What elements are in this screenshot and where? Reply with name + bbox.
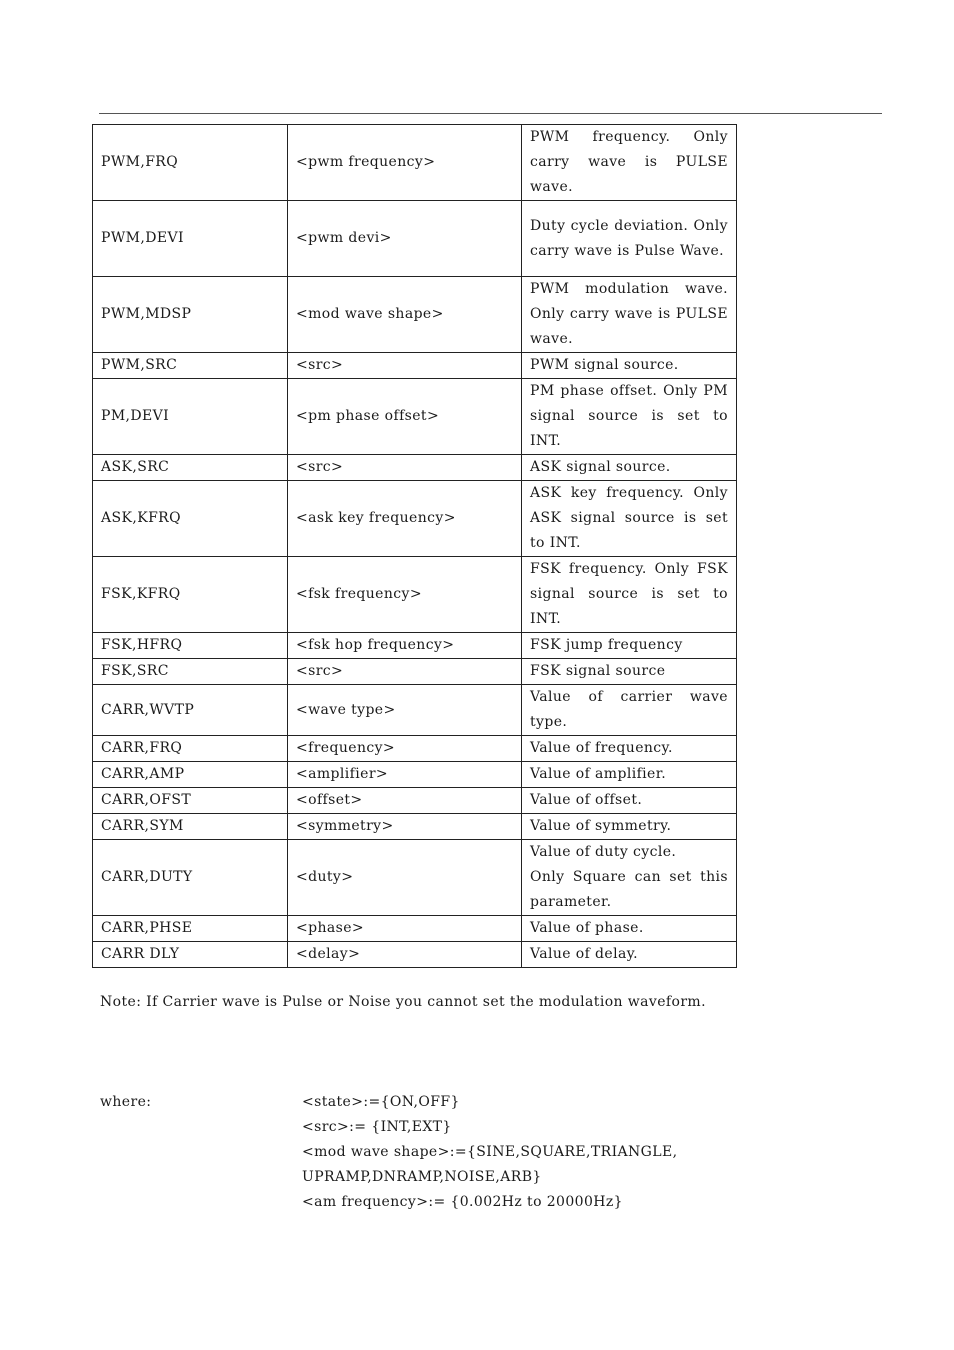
command-name: PWM,FRQ — [93, 125, 288, 201]
command-param: <pwm devi> — [288, 201, 522, 277]
command-desc: ASK signal source. — [522, 455, 737, 481]
table-row — [93, 379, 737, 455]
command-desc: PWM modulation wave. Only carry wave is PULSE wave. — [522, 277, 737, 353]
command-desc-line1: Value of duty cycle. — [530, 844, 677, 860]
command-desc: Value of symmetry. — [522, 814, 737, 840]
command-param: <src> — [288, 455, 522, 481]
command-name: FSK,SRC — [93, 659, 288, 685]
definition-line: <state>:={ON,OFF} — [302, 1094, 460, 1110]
table-row — [93, 685, 737, 736]
command-desc: Value of offset. — [522, 788, 737, 814]
command-param: <pwm frequency> — [288, 125, 522, 201]
command-name: PM,DEVI — [93, 379, 288, 455]
command-name: CARR,FRQ — [93, 736, 288, 762]
command-name: FSK,HFRQ — [93, 633, 288, 659]
command-name: ASK,KFRQ — [93, 481, 288, 557]
command-desc: PM phase offset. Only PM signal source is set to INT. — [522, 379, 737, 455]
command-desc-line2: Only Square can set this parameter. — [530, 869, 728, 910]
command-desc: FSK signal source — [522, 659, 737, 685]
command-param: <symmetry> — [288, 814, 522, 840]
note-text: Note: If Carrier wave is Pulse or Noise you cannot set the modulation waveform. — [100, 994, 706, 1010]
table-row — [93, 633, 737, 659]
table-row — [93, 788, 737, 814]
table-row — [93, 762, 737, 788]
command-name: FSK,KFRQ — [93, 557, 288, 633]
table-row — [93, 201, 737, 277]
header-rule — [99, 113, 882, 114]
command-name: PWM,SRC — [93, 353, 288, 379]
command-desc: Value of delay. — [522, 942, 737, 968]
table-row — [93, 557, 737, 633]
where-label: where: — [100, 1094, 152, 1110]
command-name: PWM,MDSP — [93, 277, 288, 353]
command-desc: Value of phase. — [522, 916, 737, 942]
command-desc: Duty cycle deviation. Only carry wave is Pulse Wave. — [522, 201, 737, 277]
table-row — [93, 736, 737, 762]
table-row — [93, 814, 737, 840]
command-name: CARR,OFST — [93, 788, 288, 814]
command-param: <duty> — [288, 840, 522, 916]
command-desc — [522, 840, 737, 916]
table-row — [93, 277, 737, 353]
command-name: CARR,AMP — [93, 762, 288, 788]
command-param: <amplifier> — [288, 762, 522, 788]
command-param: <phase> — [288, 916, 522, 942]
definition-line: UPRAMP,DNRAMP,NOISE,ARB} — [302, 1169, 542, 1185]
command-desc: PWM signal source. — [522, 353, 737, 379]
command-param: <fsk frequency> — [288, 557, 522, 633]
command-param: <delay> — [288, 942, 522, 968]
command-desc: Value of carrier wave type. — [522, 685, 737, 736]
definition-line: <mod wave shape>:={SINE,SQUARE,TRIANGLE, — [302, 1144, 678, 1160]
table-row — [93, 942, 737, 968]
command-name: CARR DLY — [93, 942, 288, 968]
command-param: <frequency> — [288, 736, 522, 762]
table-row — [93, 659, 737, 685]
command-param: <ask key frequency> — [288, 481, 522, 557]
command-desc: FSK jump frequency — [522, 633, 737, 659]
table-row — [93, 916, 737, 942]
command-name: CARR,SYM — [93, 814, 288, 840]
command-name: PWM,DEVI — [93, 201, 288, 277]
table-row — [93, 840, 737, 916]
command-param: <offset> — [288, 788, 522, 814]
command-desc: Value of amplifier. — [522, 762, 737, 788]
definition-line: <src>:= {INT,EXT} — [302, 1119, 452, 1135]
definition-line: <am frequency>:= {0.002Hz to 20000Hz} — [302, 1194, 623, 1210]
command-param: <mod wave shape> — [288, 277, 522, 353]
command-name: CARR,DUTY — [93, 840, 288, 916]
table-row — [93, 481, 737, 557]
command-param: <src> — [288, 353, 522, 379]
command-name: CARR,PHSE — [93, 916, 288, 942]
table-row — [93, 353, 737, 379]
command-param: <pm phase offset> — [288, 379, 522, 455]
where-definitions — [302, 1090, 722, 1215]
command-desc: FSK frequency. Only FSK signal source is set to INT. — [522, 557, 737, 633]
command-desc: PWM frequency. Only carry wave is PULSE wave. — [522, 125, 737, 201]
command-param: <fsk hop frequency> — [288, 633, 522, 659]
command-name: CARR,WVTP — [93, 685, 288, 736]
command-param: <src> — [288, 659, 522, 685]
command-desc: ASK key frequency. Only ASK signal source is set to INT. — [522, 481, 737, 557]
command-desc: Value of frequency. — [522, 736, 737, 762]
command-name: ASK,SRC — [93, 455, 288, 481]
table-row — [93, 125, 737, 201]
table-row — [93, 455, 737, 481]
parameter-table — [92, 124, 737, 968]
command-param: <wave type> — [288, 685, 522, 736]
